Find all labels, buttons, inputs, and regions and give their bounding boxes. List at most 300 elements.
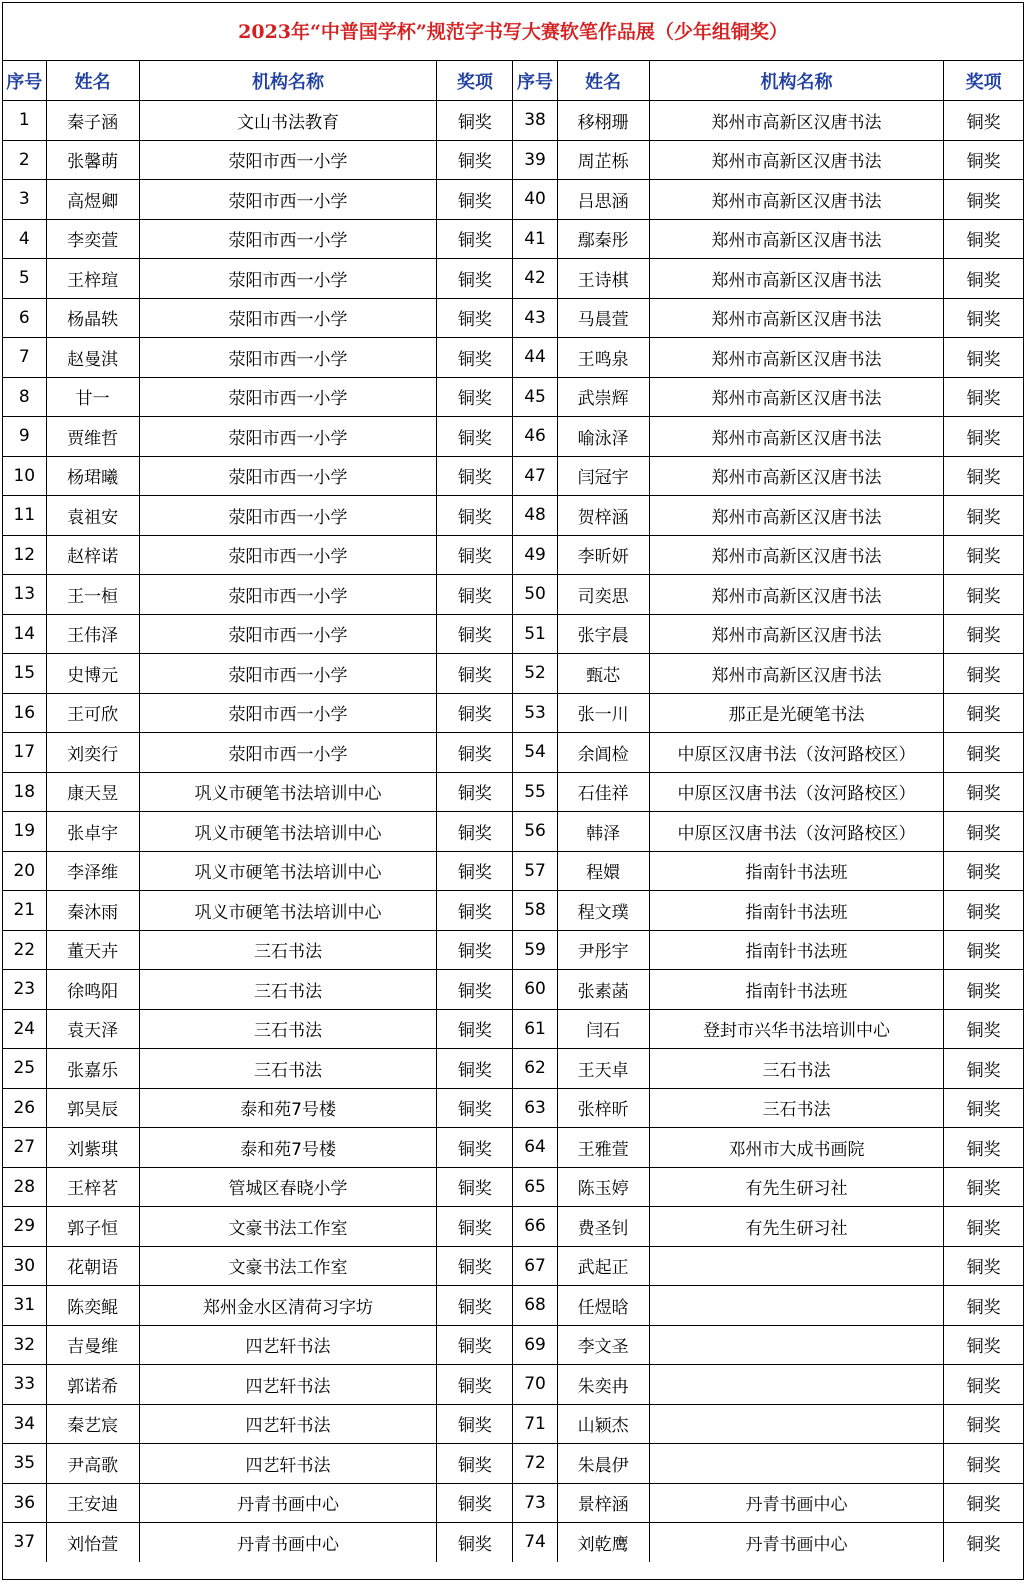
cell-award: 铜奖 [944,417,1023,457]
cell-org: 有先生研习社 [649,1207,944,1247]
cell-no: 41 [513,219,557,259]
cell-award: 铜奖 [437,180,513,220]
cell-no: 17 [3,733,46,773]
cell-award: 铜奖 [944,338,1023,378]
cell-name: 李奕萱 [46,219,139,259]
cell-org: 丹青书画中心 [139,1483,437,1523]
cell-no: 16 [3,693,46,733]
cell-award: 铜奖 [437,1444,513,1484]
cell-name: 王一桓 [46,575,139,615]
cell-name: 王梓茗 [46,1167,139,1207]
cell-name: 李昕妍 [557,535,649,575]
cell-name: 喻泳泽 [557,417,649,457]
cell-name: 赵梓诺 [46,535,139,575]
cell-no: 15 [3,654,46,694]
table-row [3,772,1023,812]
cell-no: 10 [3,456,46,496]
cell-no: 26 [3,1088,46,1128]
cell-name: 韩泽 [557,812,649,852]
cell-name: 王伟泽 [46,614,139,654]
cell-name: 景梓涵 [557,1483,649,1523]
cell-org: 三石书法 [649,1049,944,1089]
cell-award: 铜奖 [944,140,1023,180]
cell-name: 尹彤宇 [557,930,649,970]
cell-award: 铜奖 [944,1128,1023,1168]
cell-no: 56 [513,812,557,852]
table-row [3,1246,1023,1286]
cell-award: 铜奖 [437,891,513,931]
cell-award: 铜奖 [944,535,1023,575]
cell-award: 铜奖 [437,1009,513,1049]
cell-award: 铜奖 [944,654,1023,694]
cell-org: 郑州市高新区汉唐书法 [649,377,944,417]
cell-no: 60 [513,970,557,1010]
cell-org: 文豪书法工作室 [139,1246,437,1286]
cell-name: 刘怡萱 [46,1523,139,1562]
cell-org: 指南针书法班 [649,970,944,1010]
cell-name: 徐鸣阳 [46,970,139,1010]
table-row [3,535,1023,575]
cell-award: 铜奖 [437,1325,513,1365]
cell-org: 三石书法 [139,1049,437,1089]
cell-award: 铜奖 [437,417,513,457]
cell-name: 闫石 [557,1009,649,1049]
cell-award: 铜奖 [944,1009,1023,1049]
table-row [3,851,1023,891]
cell-no: 48 [513,496,557,536]
cell-name: 武起正 [557,1246,649,1286]
cell-org: 四艺轩书法 [139,1365,437,1405]
table-row [3,1365,1023,1405]
cell-no: 22 [3,930,46,970]
cell-org: 郑州市高新区汉唐书法 [649,535,944,575]
cell-award: 铜奖 [437,1523,513,1562]
cell-award: 铜奖 [437,1365,513,1405]
table-row [3,1523,1023,1562]
table-row [3,1207,1023,1247]
cell-no: 14 [3,614,46,654]
cell-name: 袁天泽 [46,1009,139,1049]
header-award: 奖项 [437,61,513,101]
cell-award: 铜奖 [437,496,513,536]
cell-award: 铜奖 [437,772,513,812]
cell-org: 邓州市大成书画院 [649,1128,944,1168]
cell-no: 68 [513,1286,557,1326]
cell-no: 59 [513,930,557,970]
cell-org: 郑州市高新区汉唐书法 [649,219,944,259]
table-row [3,456,1023,496]
cell-award: 铜奖 [944,1167,1023,1207]
cell-name: 甄芯 [557,654,649,694]
cell-org: 文山书法教育 [139,101,437,141]
cell-org: 四艺轩书法 [139,1325,437,1365]
header-org: 机构名称 [649,61,944,101]
cell-org: 荥阳市西一小学 [139,733,437,773]
cell-award: 铜奖 [944,851,1023,891]
cell-org: 郑州市高新区汉唐书法 [649,575,944,615]
cell-name: 郭子恒 [46,1207,139,1247]
cell-name: 张馨萌 [46,140,139,180]
cell-award: 铜奖 [944,1325,1023,1365]
cell-award: 铜奖 [437,377,513,417]
cell-no: 51 [513,614,557,654]
cell-name: 张素菡 [557,970,649,1010]
cell-name: 任煜晗 [557,1286,649,1326]
table-row [3,1167,1023,1207]
cell-name: 程文璞 [557,891,649,931]
cell-no: 49 [513,535,557,575]
header-org: 机构名称 [139,61,437,101]
header-row [3,61,1023,101]
cell-name: 王天卓 [557,1049,649,1089]
cell-name: 王安迪 [46,1483,139,1523]
cell-name: 李文圣 [557,1325,649,1365]
cell-org: 郑州市高新区汉唐书法 [649,456,944,496]
cell-org: 登封市兴华书法培训中心 [649,1009,944,1049]
cell-org [649,1246,944,1286]
cell-name: 张宇晨 [557,614,649,654]
table-row [3,496,1023,536]
table-row [3,812,1023,852]
cell-org: 巩义市硬笔书法培训中心 [139,851,437,891]
cell-no: 12 [3,535,46,575]
table-row [3,930,1023,970]
cell-no: 5 [3,259,46,299]
cell-org: 郑州市高新区汉唐书法 [649,338,944,378]
cell-award: 铜奖 [944,259,1023,299]
cell-org: 泰和苑7号楼 [139,1128,437,1168]
cell-name: 尹高歌 [46,1444,139,1484]
cell-name: 吉曼维 [46,1325,139,1365]
cell-award: 铜奖 [437,654,513,694]
cell-org [649,1444,944,1484]
cell-no: 8 [3,377,46,417]
cell-award: 铜奖 [944,1049,1023,1089]
cell-name: 朱奕冉 [557,1365,649,1405]
cell-name: 刘奕行 [46,733,139,773]
cell-name: 张卓宇 [46,812,139,852]
cell-no: 37 [3,1523,46,1562]
cell-award: 铜奖 [437,970,513,1010]
table-row [3,1049,1023,1089]
table-row [3,693,1023,733]
cell-no: 40 [513,180,557,220]
table-row [3,614,1023,654]
table-row [3,1009,1023,1049]
cell-award: 铜奖 [437,1167,513,1207]
cell-org: 巩义市硬笔书法培训中心 [139,812,437,852]
cell-award: 铜奖 [944,1444,1023,1484]
cell-org: 中原区汉唐书法（汝河路校区） [649,733,944,773]
cell-no: 65 [513,1167,557,1207]
cell-org: 郑州市高新区汉唐书法 [649,654,944,694]
cell-no: 25 [3,1049,46,1089]
header-name: 姓名 [557,61,649,101]
cell-org: 荥阳市西一小学 [139,693,437,733]
cell-no: 55 [513,772,557,812]
cell-no: 28 [3,1167,46,1207]
cell-no: 20 [3,851,46,891]
cell-org: 指南针书法班 [649,851,944,891]
cell-no: 50 [513,575,557,615]
cell-no: 67 [513,1246,557,1286]
table-row [3,1325,1023,1365]
cell-org: 丹青书画中心 [139,1523,437,1562]
cell-award: 铜奖 [944,377,1023,417]
cell-org: 郑州市高新区汉唐书法 [649,140,944,180]
table-row [3,1128,1023,1168]
cell-name: 山颖杰 [557,1404,649,1444]
cell-no: 45 [513,377,557,417]
cell-no: 13 [3,575,46,615]
cell-org: 丹青书画中心 [649,1483,944,1523]
cell-name: 赵曼淇 [46,338,139,378]
table-row [3,417,1023,457]
cell-org: 郑州市高新区汉唐书法 [649,298,944,338]
cell-award: 铜奖 [944,219,1023,259]
cell-org: 管城区春晓小学 [139,1167,437,1207]
table-row [3,575,1023,615]
table-body [3,101,1023,1562]
table-row [3,733,1023,773]
cell-org: 郑州市高新区汉唐书法 [649,101,944,141]
cell-award: 铜奖 [944,496,1023,536]
cell-no: 30 [3,1246,46,1286]
cell-org: 荥阳市西一小学 [139,219,437,259]
cell-award: 铜奖 [944,1246,1023,1286]
cell-name: 秦艺宸 [46,1404,139,1444]
cell-name: 吕思涵 [557,180,649,220]
cell-award: 铜奖 [944,614,1023,654]
cell-org: 指南针书法班 [649,930,944,970]
table-row [3,180,1023,220]
cell-award: 铜奖 [437,812,513,852]
cell-name: 移栩珊 [557,101,649,141]
cell-name: 张一川 [557,693,649,733]
cell-no: 71 [513,1404,557,1444]
cell-no: 11 [3,496,46,536]
header-no: 序号 [513,61,557,101]
cell-no: 74 [513,1523,557,1562]
cell-award: 铜奖 [437,930,513,970]
cell-org: 泰和苑7号楼 [139,1088,437,1128]
cell-org: 中原区汉唐书法（汝河路校区） [649,772,944,812]
cell-no: 42 [513,259,557,299]
table-row [3,1088,1023,1128]
cell-award: 铜奖 [437,1128,513,1168]
cell-name: 刘乾鹰 [557,1523,649,1562]
cell-name: 陈奕鲲 [46,1286,139,1326]
cell-org: 那正是光硬笔书法 [649,693,944,733]
cell-no: 7 [3,338,46,378]
cell-award: 铜奖 [944,1483,1023,1523]
cell-org: 荥阳市西一小学 [139,140,437,180]
cell-award: 铜奖 [437,1088,513,1128]
cell-award: 铜奖 [944,101,1023,141]
cell-no: 43 [513,298,557,338]
cell-award: 铜奖 [437,851,513,891]
cell-no: 9 [3,417,46,457]
table-row [3,101,1023,141]
cell-no: 32 [3,1325,46,1365]
cell-award: 铜奖 [437,259,513,299]
cell-name: 贾维哲 [46,417,139,457]
cell-no: 33 [3,1365,46,1405]
table-row [3,1444,1023,1484]
cell-name: 秦沐雨 [46,891,139,931]
cell-name: 费圣钊 [557,1207,649,1247]
cell-org: 荥阳市西一小学 [139,535,437,575]
cell-name: 康天昱 [46,772,139,812]
cell-award: 铜奖 [944,1207,1023,1247]
cell-org [649,1325,944,1365]
page-title: 2023年“中普国学杯”规范字书写大赛软笔作品展（少年组铜奖） [3,3,1023,61]
cell-award: 铜奖 [944,1286,1023,1326]
cell-award: 铜奖 [437,693,513,733]
award-table [3,61,1023,1562]
cell-name: 鄢秦彤 [557,219,649,259]
cell-no: 58 [513,891,557,931]
cell-award: 铜奖 [944,575,1023,615]
cell-org: 丹青书画中心 [649,1523,944,1562]
cell-org: 三石书法 [649,1088,944,1128]
cell-name: 武崇辉 [557,377,649,417]
cell-name: 贺梓涵 [557,496,649,536]
cell-org: 荥阳市西一小学 [139,180,437,220]
cell-no: 73 [513,1483,557,1523]
cell-no: 2 [3,140,46,180]
cell-org: 中原区汉唐书法（汝河路校区） [649,812,944,852]
cell-name: 陈玉婷 [557,1167,649,1207]
cell-org [649,1286,944,1326]
cell-no: 23 [3,970,46,1010]
cell-name: 杨珺曦 [46,456,139,496]
cell-name: 花朝语 [46,1246,139,1286]
cell-name: 王雅萱 [557,1128,649,1168]
header-no: 序号 [3,61,46,101]
cell-no: 57 [513,851,557,891]
table-row [3,1404,1023,1444]
cell-org [649,1365,944,1405]
table-row [3,1483,1023,1523]
cell-org: 巩义市硬笔书法培训中心 [139,772,437,812]
cell-org [649,1404,944,1444]
table-row [3,140,1023,180]
table-row [3,377,1023,417]
cell-org: 荥阳市西一小学 [139,456,437,496]
header-award: 奖项 [944,61,1023,101]
cell-org: 四艺轩书法 [139,1444,437,1484]
cell-no: 70 [513,1365,557,1405]
cell-org: 郑州市高新区汉唐书法 [649,496,944,536]
cell-no: 27 [3,1128,46,1168]
cell-name: 王诗棋 [557,259,649,299]
cell-no: 36 [3,1483,46,1523]
cell-award: 铜奖 [944,1404,1023,1444]
cell-name: 王梓瑄 [46,259,139,299]
cell-org: 荥阳市西一小学 [139,259,437,299]
cell-name: 甘一 [46,377,139,417]
header-name: 姓名 [46,61,139,101]
cell-org: 三石书法 [139,930,437,970]
cell-name: 石佳祥 [557,772,649,812]
cell-award: 铜奖 [944,733,1023,773]
cell-no: 53 [513,693,557,733]
cell-no: 52 [513,654,557,694]
cell-award: 铜奖 [437,298,513,338]
cell-name: 马晨萱 [557,298,649,338]
cell-no: 46 [513,417,557,457]
cell-award: 铜奖 [437,1049,513,1089]
cell-no: 39 [513,140,557,180]
cell-name: 秦子涵 [46,101,139,141]
cell-name: 朱晨伊 [557,1444,649,1484]
cell-org: 荥阳市西一小学 [139,298,437,338]
table-row [3,219,1023,259]
cell-name: 刘紫琪 [46,1128,139,1168]
cell-no: 63 [513,1088,557,1128]
cell-no: 69 [513,1325,557,1365]
cell-award: 铜奖 [437,575,513,615]
cell-org: 郑州市高新区汉唐书法 [649,180,944,220]
table-row [3,338,1023,378]
cell-no: 21 [3,891,46,931]
cell-award: 铜奖 [437,219,513,259]
cell-award: 铜奖 [944,1523,1023,1562]
cell-award: 铜奖 [944,970,1023,1010]
cell-no: 4 [3,219,46,259]
cell-award: 铜奖 [944,812,1023,852]
cell-award: 铜奖 [944,693,1023,733]
cell-name: 高煜卿 [46,180,139,220]
cell-name: 郭昊辰 [46,1088,139,1128]
cell-award: 铜奖 [437,1246,513,1286]
cell-name: 王可欣 [46,693,139,733]
cell-name: 张梓昕 [557,1088,649,1128]
cell-award: 铜奖 [437,101,513,141]
cell-org: 荥阳市西一小学 [139,654,437,694]
cell-org: 有先生研习社 [649,1167,944,1207]
cell-no: 31 [3,1286,46,1326]
cell-award: 铜奖 [437,1483,513,1523]
cell-no: 62 [513,1049,557,1089]
cell-org: 荥阳市西一小学 [139,377,437,417]
cell-name: 郭诺希 [46,1365,139,1405]
table-row [3,1286,1023,1326]
cell-award: 铜奖 [944,180,1023,220]
cell-no: 38 [513,101,557,141]
cell-name: 余阊检 [557,733,649,773]
cell-award: 铜奖 [944,456,1023,496]
cell-no: 44 [513,338,557,378]
cell-no: 24 [3,1009,46,1049]
cell-no: 34 [3,1404,46,1444]
cell-name: 史博元 [46,654,139,694]
cell-award: 铜奖 [437,535,513,575]
cell-name: 董天卉 [46,930,139,970]
cell-award: 铜奖 [944,891,1023,931]
table-row [3,970,1023,1010]
cell-no: 54 [513,733,557,773]
cell-org: 郑州市高新区汉唐书法 [649,614,944,654]
table-row [3,891,1023,931]
cell-award: 铜奖 [944,298,1023,338]
cell-name: 闫冠宇 [557,456,649,496]
cell-award: 铜奖 [437,1207,513,1247]
cell-award: 铜奖 [437,1404,513,1444]
cell-org: 巩义市硬笔书法培训中心 [139,891,437,931]
cell-award: 铜奖 [437,338,513,378]
